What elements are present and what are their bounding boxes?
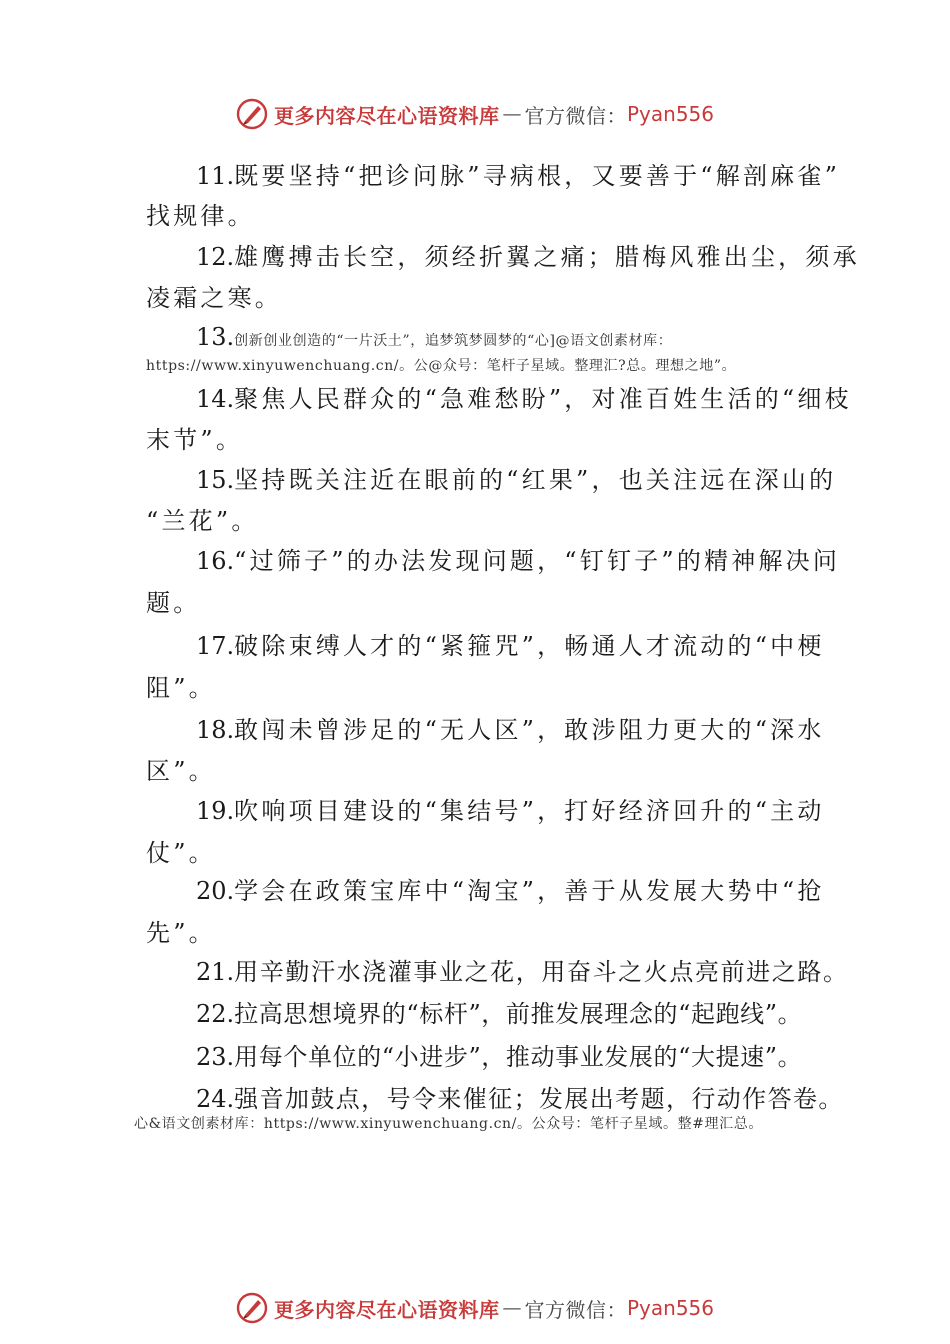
footer-handle: Pyan556 (626, 1296, 714, 1320)
item-text: 强音加鼓点，号令来催征；发展出考题，行动作答卷。 (234, 1085, 844, 1113)
header-separator: — (502, 103, 522, 125)
footer-banner (0, 1288, 950, 1328)
list-item-continuation: 先”。 (146, 919, 216, 947)
list-item (196, 384, 852, 414)
item-text: 用辛勤汗水浇灌事业之花，用奋斗之火点亮前进之路。 (234, 958, 849, 986)
list-item-continuation: 凌霜之寒。 (146, 284, 282, 312)
list-item (196, 242, 860, 272)
item-number: 15. (196, 466, 235, 494)
footer-label: 官方微信： (524, 1297, 627, 1322)
item-number: 14. (196, 385, 235, 413)
item-number: 18. (196, 716, 235, 744)
list-item-continuation: 找规律。 (146, 202, 255, 230)
item-number: 19. (196, 797, 235, 825)
list-item-continuation: 区”。 (146, 757, 216, 785)
list-item (196, 322, 672, 352)
item-text: 用每个单位的“小进步”，推动事业发展的“大提速”。 (234, 1043, 803, 1071)
list-item (196, 631, 825, 661)
item-number: 24. (196, 1085, 235, 1113)
header-label: 官方微信： (524, 103, 627, 128)
list-item-continuation: 末节”。 (146, 426, 244, 454)
item-text: 聚焦人民群众的“急难愁盼”，对准百姓生活的“细枝 (234, 385, 852, 413)
watermark-text: 心&语文创素材库：https://www.xinyuwenchuang.cn/。公众号：笔杆子星域。整#理汇总。 (134, 1116, 763, 1132)
header-handle: Pyan556 (626, 102, 714, 126)
header-brand: 更多内容尽在心语资料库 (273, 103, 500, 128)
item-text: 拉高思想境界的“标杆”，前推发展理念的“起跑线”。 (234, 1000, 803, 1028)
item-text: 创新创业创造的“一片沃土”，追梦筑梦圆梦的“心]@语文创素材库： (234, 333, 673, 349)
item-number: 20. (196, 877, 235, 905)
item-number: 16. (196, 547, 235, 575)
list-item (196, 999, 802, 1029)
list-item (196, 715, 825, 745)
list-item (196, 876, 825, 906)
item-text: 雄鹰搏击长空，须经折翼之痛；腊梅风雅出尘，须承 (234, 243, 860, 271)
list-item (196, 465, 836, 495)
list-item (196, 1084, 844, 1114)
footer-separator: — (502, 1297, 522, 1319)
item-number: 12. (196, 243, 235, 271)
footer-brand: 更多内容尽在心语资料库 (273, 1297, 500, 1322)
list-item (196, 161, 840, 191)
item-number: 11. (196, 162, 235, 190)
list-item-continuation: 题。 (146, 589, 201, 617)
list-item (196, 546, 840, 576)
list-item (196, 796, 825, 826)
item-number: 17. (196, 632, 235, 660)
list-item-continuation: “兰花”。 (146, 507, 259, 535)
item-text: 破除束缚人才的“紧箍咒”，畅通人才流动的“中梗 (234, 632, 825, 660)
item-number: 13. (196, 323, 235, 351)
list-item-continuation: 仗”。 (146, 839, 216, 867)
item-number: 22. (196, 1000, 235, 1028)
list-item-continuation: https://www.xinyuwenchuang.cn/。公@众号：笔杆子星域。整理汇?总。理想之地”。 (146, 358, 737, 374)
list-item-continuation: 阻”。 (146, 674, 216, 702)
list-item (196, 1042, 802, 1072)
item-number: 21. (196, 958, 235, 986)
item-text: 既要坚持“把诊问脉”寻病根，又要善于“解剖麻雀” (234, 162, 841, 190)
item-text: 吹响项目建设的“集结号”，打好经济回升的“主动 (234, 797, 825, 825)
item-text: 学会在政策宝库中“淘宝”，善于从发展大势中“抢 (234, 877, 825, 905)
item-number: 23. (196, 1043, 235, 1071)
quill-logo-icon (236, 1292, 268, 1324)
list-item (196, 957, 849, 987)
item-text: 坚持既关注近在眼前的“红果”，也关注远在深山的 (234, 466, 837, 494)
item-text: “过筛子”的办法发现问题，“钉钉子”的精神解决问 (234, 547, 841, 575)
item-text: 敢闯未曾涉足的“无人区”，敢涉阻力更大的“深水 (234, 716, 825, 744)
